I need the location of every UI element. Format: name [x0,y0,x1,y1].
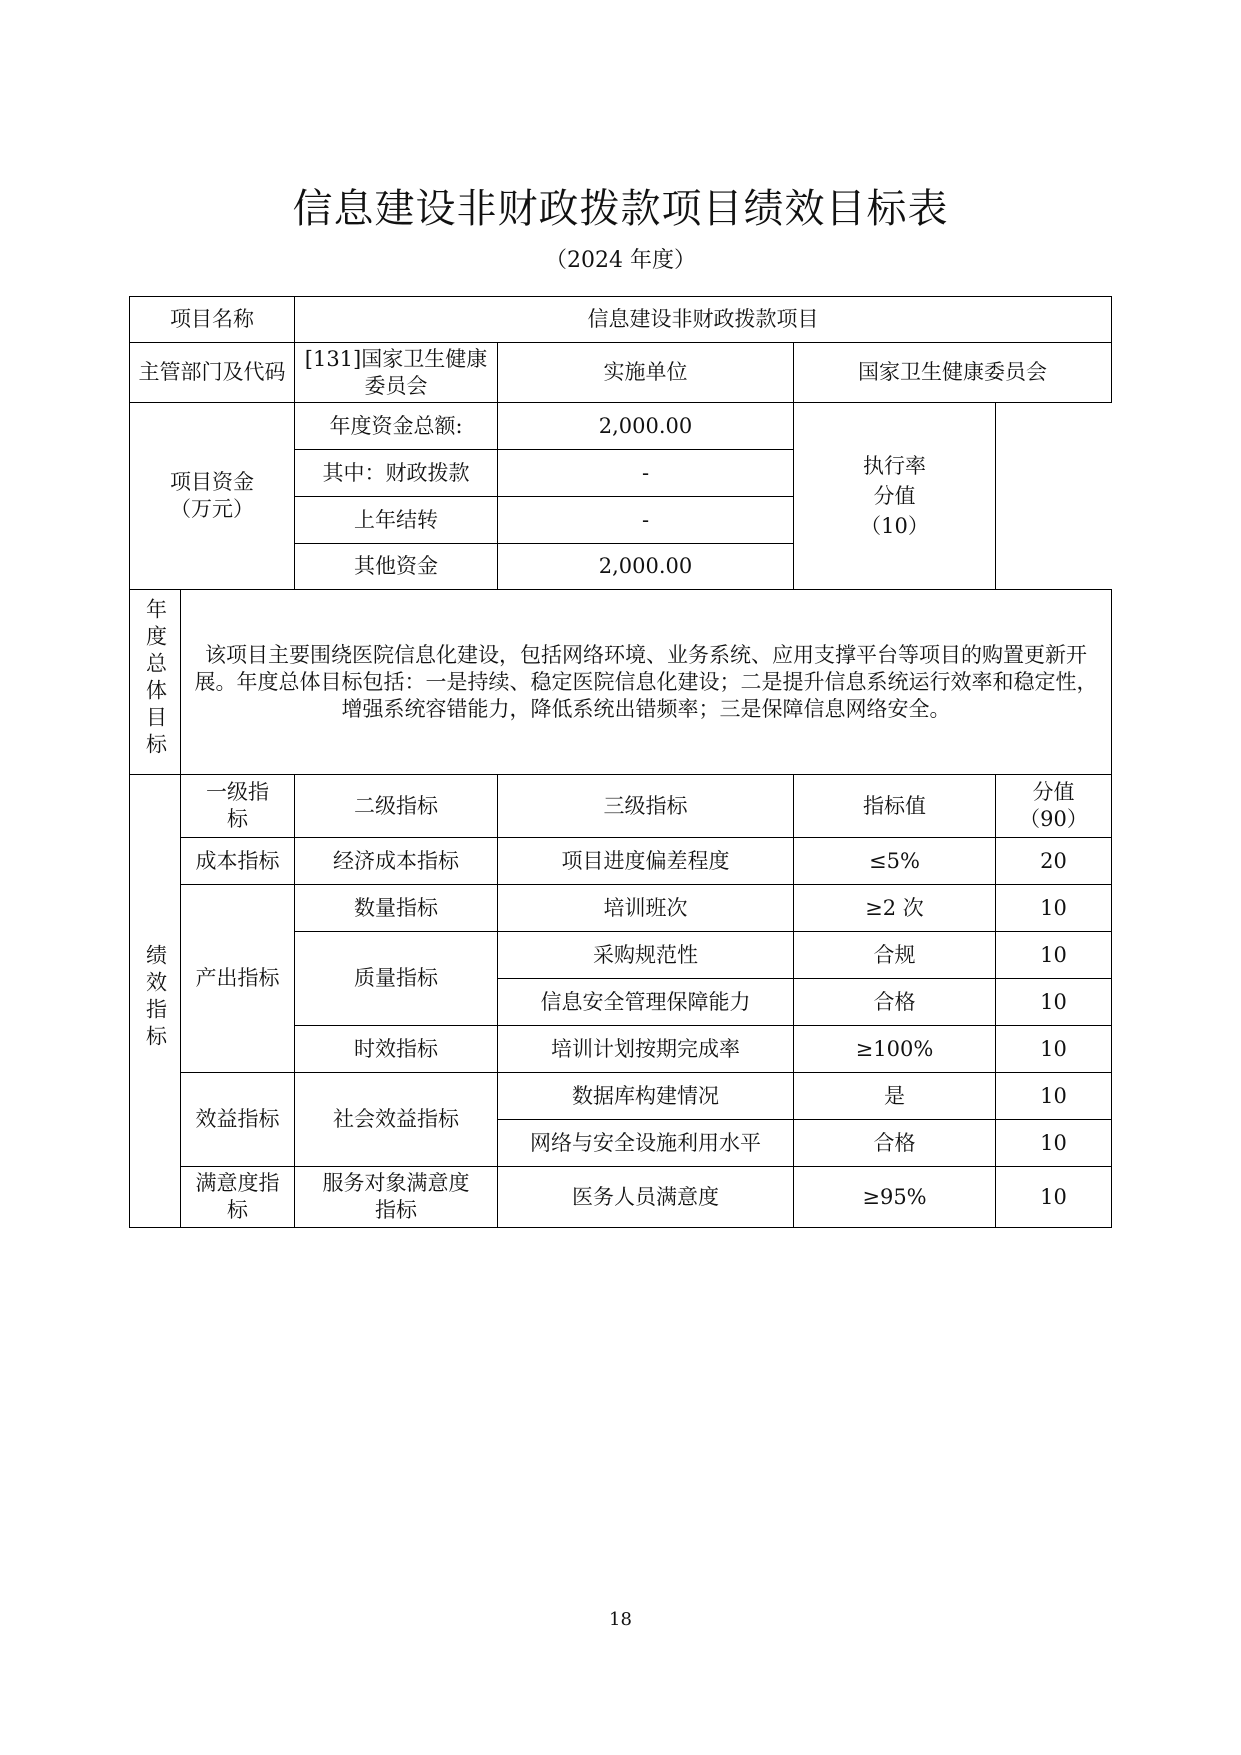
cost-value: ≤5% [794,838,996,885]
table-row [130,838,1112,885]
cost-score: 20 [996,838,1112,885]
funds-row [130,403,1112,450]
project-name-value: 信息建设非财政拨款项目 [295,297,1112,343]
quality-level3: 信息安全管理保障能力 [498,979,794,1026]
cost-level1: 成本指标 [181,838,295,885]
cost-level3: 项目进度偏差程度 [498,838,794,885]
header-level1: 一级指标 [181,775,295,838]
quality-level2: 质量指标 [295,932,498,1026]
timeliness-value: ≥100% [794,1026,996,1073]
funds-fiscal-value: - [498,450,794,497]
indicators-label: 绩效指标 [143,943,168,1052]
funds-carryover-value: - [498,497,794,544]
satisfaction-value: ≥95% [794,1167,996,1228]
timeliness-score: 10 [996,1026,1112,1073]
benefit-score: 10 [996,1120,1112,1167]
quality-value: 合规 [794,932,996,979]
quantity-level3: 培训班次 [498,885,794,932]
satisfaction-level3: 医务人员满意度 [498,1167,794,1228]
header-level3: 三级指标 [498,775,794,838]
benefit-value: 合格 [794,1120,996,1167]
indicator-header-row [130,775,1112,838]
satisfaction-level2: 服务对象满意度指标 [295,1167,498,1228]
funds-total-value: 2,000.00 [498,403,794,450]
quality-score: 10 [996,979,1112,1026]
department-value: [131]国家卫生健康委员会 [295,343,498,403]
benefit-score: 10 [996,1073,1112,1120]
quantity-score: 10 [996,885,1112,932]
timeliness-level2: 时效指标 [295,1026,498,1073]
table-row [130,1167,1112,1228]
annual-goal-label: 年度总体目标 [143,597,168,760]
quality-level3: 采购规范性 [498,932,794,979]
header-score: 分值 （90） [996,775,1112,838]
page-subtitle: （2024 年度） [545,248,696,273]
benefit-level2: 社会效益指标 [295,1073,498,1167]
quantity-level2: 数量指标 [295,885,498,932]
page-number: 18 [609,1609,632,1630]
timeliness-level3: 培训计划按期完成率 [498,1026,794,1073]
implementing-unit-value: 国家卫生健康委员会 [794,343,1112,403]
project-name-row [130,297,1112,343]
satisfaction-level1: 满意度指标 [181,1167,295,1228]
quality-value: 合格 [794,979,996,1026]
funds-fiscal-label: 其中：财政拨款 [295,450,498,497]
funds-total-label: 年度资金总额: [295,403,498,450]
satisfaction-score: 10 [996,1167,1112,1228]
header-value: 指标值 [794,775,996,838]
annual-goal-row [130,590,1112,775]
benefit-level3: 网络与安全设施利用水平 [498,1120,794,1167]
funds-carryover-label: 上年结转 [295,497,498,544]
cost-level2: 经济成本指标 [295,838,498,885]
header-level2: 二级指标 [295,775,498,838]
benefit-level1: 效益指标 [181,1073,295,1167]
benefit-level3: 数据库构建情况 [498,1073,794,1120]
quantity-value: ≥2 次 [794,885,996,932]
benefit-value: 是 [794,1073,996,1120]
department-label: 主管部门及代码 [130,343,295,403]
table-row [130,885,1112,932]
performance-target-table [129,296,1112,1228]
page-title: 信息建设非财政拨款项目绩效目标表 [292,186,949,232]
execution-rate-score-label: 执行率 分值 （10） [794,403,996,590]
annual-goal-text: 该项目主要围绕医院信息化建设，包括网络环境、业务系统、应用支撑平台等项目的购置更新开展。年度总体目标包括：一是持续、稳定医院信息化建设；二是提升信息系统运行效率和稳定性，增强系统容错能力，降低系统出错频率；三是保障信息网络安全。 [181,590,1112,775]
funds-other-label: 其他资金 [295,544,498,590]
department-row [130,343,1112,403]
funds-other-value: 2,000.00 [498,544,794,590]
project-name-label: 项目名称 [130,297,295,343]
implementing-unit-label: 实施单位 [498,343,794,403]
output-level1: 产出指标 [181,885,295,1073]
funds-label: 项目资金 （万元） [130,403,295,590]
table-row [130,1073,1112,1120]
quality-score: 10 [996,932,1112,979]
